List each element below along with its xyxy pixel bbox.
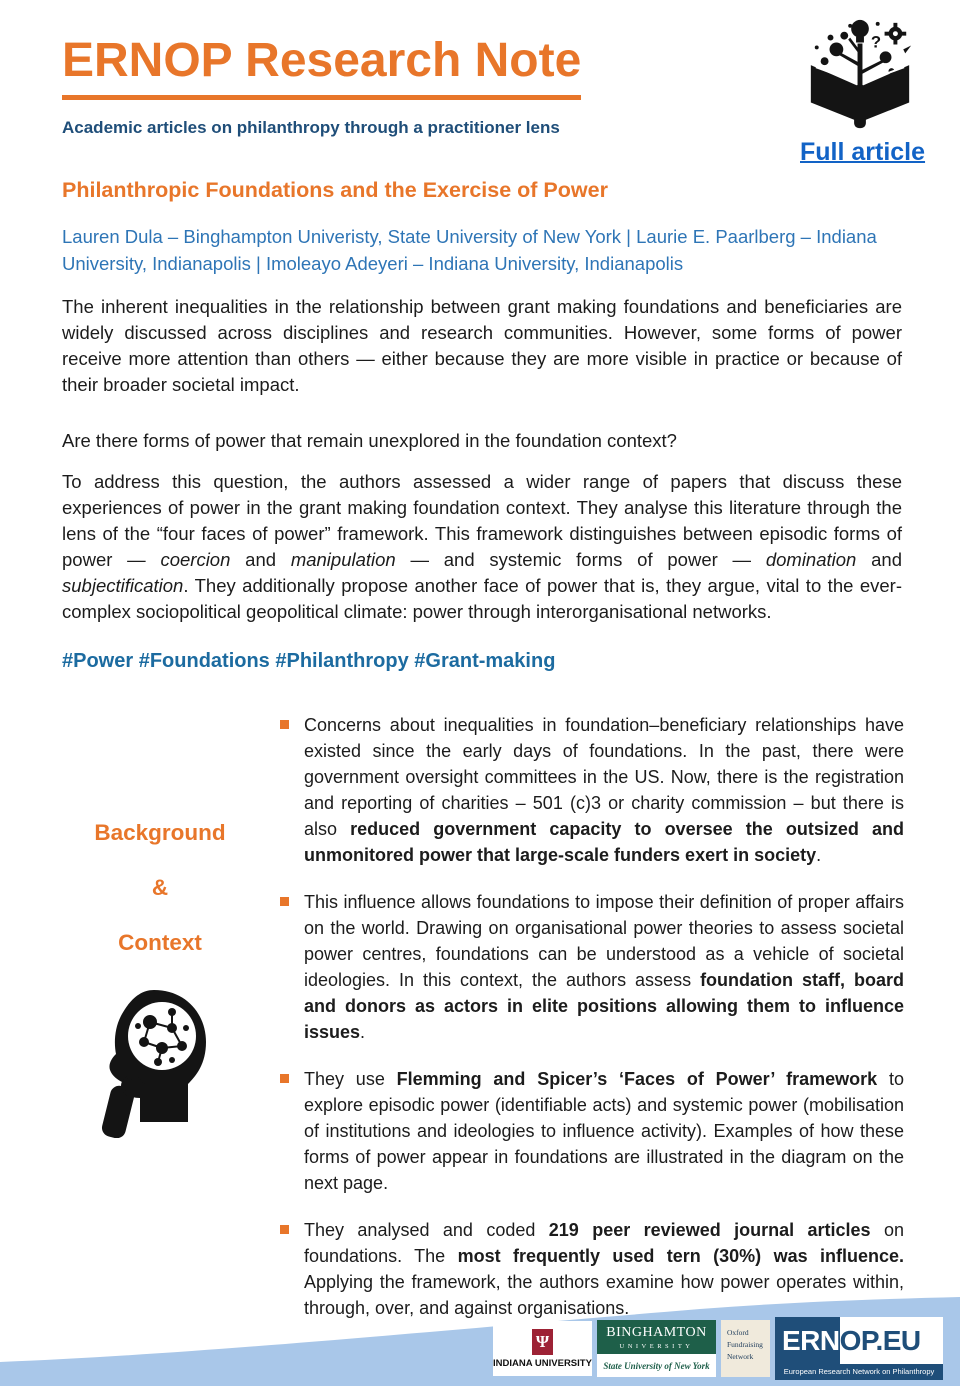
- article-paragraph-1: The inherent inequalities in the relationship between grant making foundations and beneficiaries are widely discussed across disciplines and research communities. However, some forms of power receive more attention than others — either because they are more visible in practice or because of their broader societal impact.: [62, 296, 902, 395]
- bullet-text: This influence allows foundations to impose their definition of proper affairs on the world. Drawing on organisational power theories to assess societal power centres, foundations can be understood as a vehicle of societal ideologies. In this context, the authors assess foundation staff, board and donors as actors in elite positions allowing them to influence issues.: [304, 892, 904, 1042]
- bullet-item: [280, 712, 904, 868]
- article-authors: Lauren Dula – Binghampton Univeristy, State University of New York | Laurie E. Paarlberg – Indiana University, Indianapolis | Imoleayo Adeyeri – Indiana University, Indianapolis: [62, 226, 877, 274]
- article-heading: Philanthropic Foundations and the Exercise of Power: [62, 178, 608, 202]
- section-label-background-context: [62, 820, 258, 985]
- ernop-eu-logo: [775, 1317, 943, 1380]
- bullet-list: [280, 712, 904, 1321]
- thinking-head-icon: [76, 982, 222, 1138]
- ofn-line: Network: [727, 1352, 754, 1361]
- svg-text:?: ?: [870, 32, 882, 52]
- bullet-item: [280, 1066, 904, 1196]
- bu-wordmark: [597, 1320, 716, 1354]
- bullet-text: They analysed and coded 219 peer reviewed journal articles on foundations. The most frequently used tern (30%) was influence. Applying the framework, the authors examine how power operates within, through, over, and against organisations.: [304, 1220, 904, 1318]
- iu-label: INDIANA UNIVERSITY: [493, 1357, 592, 1369]
- ernop-wordmark: [775, 1317, 943, 1364]
- section-label-line: &: [151, 875, 169, 900]
- bullet-text: Concerns about inequalities in foundation–beneficiary relationships have existed since the early days of foundations. In the past, there were government oversight committees in the US. Now, there is the registration and reporting of charities – 501 (c)3 or charity commission – but there is also reduced government capacity to oversee the outsized and unmonitored power that large-scale funders exert in society.: [304, 715, 904, 865]
- article-question: Are there forms of power that remain unexplored in the foundation context?: [62, 430, 677, 451]
- ofn-line: Oxford: [727, 1328, 749, 1337]
- book-knowledge-tree-icon: [800, 14, 920, 132]
- bullet-marker-icon: [280, 1074, 289, 1083]
- iu-trident-icon: Ψ: [532, 1329, 553, 1355]
- article-paragraph-2: To address this question, the authors assessed a wider range of papers that discuss these experiences of power in the grant making foundation context. They analyse this literature through the lens of the “four faces of power” framework. This framework distinguishes between episodic forms of power — coercion and manipulation — and systemic forms of power — domination and subjectification. They additionally propose another face of power that is, they argue, vital to the ever-complex sociopolitical geopolitical climate: power through interorganisational networks.: [62, 471, 902, 622]
- ernop-wordmark-left: ERN: [775, 1317, 840, 1364]
- indiana-university-logo: [493, 1321, 592, 1376]
- ernop-tagline: European Research Network on Philanthropy: [775, 1364, 943, 1380]
- article-hashtags: #Power #Foundations #Philanthropy #Grant-making: [62, 650, 556, 672]
- section-label-line: Context: [118, 930, 202, 955]
- bu-tagline: State University of New York: [603, 1360, 710, 1371]
- page-title: ERNOP Research Note: [62, 36, 581, 100]
- binghamton-university-logo: [597, 1320, 716, 1377]
- footer-logos: [493, 1317, 943, 1380]
- bullet-marker-icon: [280, 897, 289, 906]
- oxford-fundraising-network-logo: [721, 1320, 770, 1377]
- bu-university: UNIVERSITY: [619, 1343, 694, 1350]
- bullet-marker-icon: [280, 720, 289, 729]
- ernop-wordmark-right: OP.EU: [840, 1317, 943, 1364]
- bullet-item: [280, 889, 904, 1045]
- bu-name: BINGHAMTON: [606, 1325, 707, 1340]
- bullet-text: They use Flemming and Spicer’s ‘Faces of Power’ framework to explore episodic power (identifiable acts) and systemic power (mobilisation of institutions and ideologies to influence activity). Examples of how these forms of power appear in foundations are illustrated in the diagram on the next page.: [304, 1069, 904, 1193]
- article-body: [62, 178, 902, 673]
- page-subtitle: Academic articles on philanthropy through a practitioner lens: [62, 118, 560, 137]
- ofn-line: Fundraising: [727, 1340, 763, 1349]
- section-label-line: Background: [94, 820, 226, 845]
- full-article-link[interactable]: Full article: [800, 138, 926, 166]
- bullet-marker-icon: [280, 1225, 289, 1234]
